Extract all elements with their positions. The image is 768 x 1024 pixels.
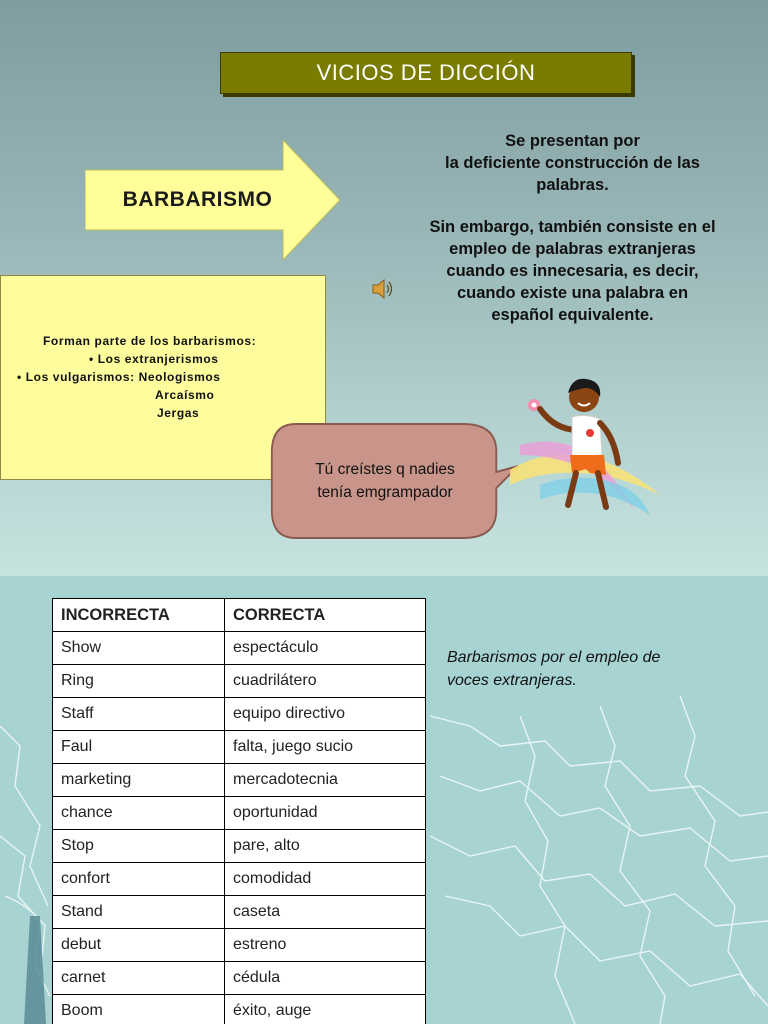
incorrect-word: marketing (53, 764, 225, 797)
slide-extranjerismos (0, 576, 768, 1024)
table-row (53, 830, 426, 863)
caption-line: Barbarismos por el empleo de (447, 649, 661, 666)
correct-word: cuadrilátero (225, 665, 426, 698)
desc-line: Se presentan por (505, 132, 640, 150)
incorrect-word: Stand (53, 896, 225, 929)
box-item-vulgarismos: • Los vulgarismos: Neologismos (17, 370, 221, 384)
box-item-jergas: Jergas (157, 406, 200, 420)
incorrect-word: chance (53, 797, 225, 830)
table-row (53, 731, 426, 764)
box-item-extranjerismos: • Los extranjerismos (89, 352, 219, 366)
desc-line: palabras. (536, 176, 609, 194)
correct-word: equipo directivo (225, 698, 426, 731)
table-row (53, 962, 426, 995)
table-row (53, 665, 426, 698)
table-row (53, 764, 426, 797)
desc-line: la deficiente construcción de las (445, 154, 700, 172)
speaker-icon[interactable] (370, 276, 396, 302)
arrow-label: BARBARISMO (122, 188, 273, 211)
correct-word: oportunidad (225, 797, 426, 830)
table-header-row (53, 599, 426, 632)
incorrect-word: Show (53, 632, 225, 665)
incorrect-word: Boom (53, 995, 225, 1024)
desc-line: empleo de palabras extranjeras (449, 240, 696, 258)
description-paragraph-2 (395, 216, 750, 326)
correct-word: mercadotecnia (225, 764, 426, 797)
correct-word: estreno (225, 929, 426, 962)
table-row (53, 896, 426, 929)
correct-word: caseta (225, 896, 426, 929)
description-paragraph-1 (395, 130, 750, 196)
table-row (53, 995, 426, 1024)
box-heading: Forman parte de los barbarismos: (43, 334, 257, 348)
bubble-line: Tú creístes q nadies (315, 461, 455, 478)
boy-clipart (510, 375, 660, 520)
incorrect-word: carnet (53, 962, 225, 995)
correct-word: éxito, auge (225, 995, 426, 1024)
correct-word: cédula (225, 962, 426, 995)
desc-line: cuando existe una palabra en (456, 284, 689, 302)
incorrect-word: Staff (53, 698, 225, 731)
correct-word: pare, alto (225, 830, 426, 863)
incorrect-word: Stop (53, 830, 225, 863)
correct-word: falta, juego sucio (225, 731, 426, 764)
table-row (53, 929, 426, 962)
desc-line: español equivalente. (491, 306, 654, 324)
table-row (53, 863, 426, 896)
desc-line: cuando es innecesaria, es decir, (446, 262, 699, 280)
table-row (53, 698, 426, 731)
incorrect-word: Faul (53, 731, 225, 764)
caption-line: voces extranjeras. (447, 672, 577, 689)
bubble-line: tenía emgrampador (317, 484, 453, 501)
table-caption (447, 646, 737, 692)
description (395, 130, 750, 346)
barbarism-table (52, 598, 426, 1024)
table-row (53, 797, 426, 830)
correct-word: comodidad (225, 863, 426, 896)
correct-word: espectáculo (225, 632, 426, 665)
incorrect-word: debut (53, 929, 225, 962)
column-header-correcta: CORRECTA (225, 599, 426, 632)
slide-title: VICIOS DE DICCIÓN (220, 52, 632, 94)
column-header-incorrecta: INCORRECTA (53, 599, 225, 632)
desc-line: Sin embargo, también consiste en el (429, 218, 716, 236)
incorrect-word: Ring (53, 665, 225, 698)
table-row (53, 632, 426, 665)
speech-bubble-text (280, 458, 490, 504)
incorrect-word: confort (53, 863, 225, 896)
box-item-arcaismo: Arcaísmo (155, 388, 215, 402)
